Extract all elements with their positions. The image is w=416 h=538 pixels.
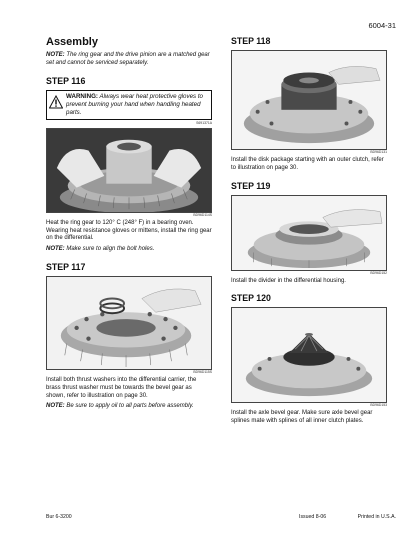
step-116-heading: STEP 116 (46, 75, 86, 86)
photo-axle-bevel-gear (231, 307, 387, 403)
note-label: NOTE: (46, 403, 65, 410)
photo-thrust-washers (46, 276, 212, 370)
step-116-note (46, 246, 212, 254)
photo-ref-119: BD96D152 (370, 270, 387, 275)
step-118-body: Install the disk package starting with an outer clutch, refer to illustration on page 30. (231, 157, 384, 171)
page-number: 6004-31 (368, 21, 396, 30)
warning-label: WARNING: (66, 92, 98, 100)
warning-text-block (66, 93, 209, 117)
step-116-body: Heat the ring gear to 120° C (248° F) in a bearing oven. Wearing heat resistance gloves or mittens, install the ring gear on the differential. (46, 219, 212, 242)
step-117-body: Install both thrust washers into the differential carrier, the brass thrust washer must be towards the bevel gear as shown, refer to illustration on page 30. (46, 376, 197, 399)
footer-issued: Issued 8-06 (299, 514, 327, 520)
warning-triangle-icon (49, 95, 63, 109)
note-label: NOTE: (46, 52, 65, 58)
note-text: Be sure to apply oil to all parts before assembly. (66, 403, 194, 410)
footer-doc-number: Bur 6-3200 (46, 514, 72, 520)
step-120-heading: STEP 120 (231, 293, 271, 304)
step-119-body: Install the divider in the differential housing. (231, 277, 346, 284)
warning-text: Always wear heat protective gloves to prevent burning your hand when handling heated parts. (66, 92, 203, 116)
note-text: Make sure to align the bolt holes. (66, 246, 155, 253)
photo-ref-117: BD96D115S (193, 369, 212, 374)
step-119-heading: STEP 119 (231, 180, 271, 191)
step-117-note (46, 403, 212, 411)
photo-divider-install (231, 195, 387, 271)
step-117-heading: STEP 117 (46, 261, 86, 272)
section-title: Assembly (46, 36, 98, 48)
photo-disk-package (231, 50, 387, 150)
photo-ref-116: BD96D114S (193, 212, 212, 217)
photo-ref-120: BD96D153 (370, 403, 387, 408)
right-column (231, 36, 387, 429)
photo-ref-118: BD96D131 (370, 150, 387, 154)
photo-ring-gear-install (46, 128, 212, 213)
note-text: The ring gear and the drive pinion are a matched gear set and cannot be serviced separately. (46, 52, 210, 66)
intro-note (46, 52, 212, 68)
step-120-body: Install the axle bevel gear. Make sure axle bevel gear splines mate with splines of all inner clutch plates. (231, 410, 373, 425)
warning-box (46, 90, 212, 120)
note-label: NOTE: (46, 246, 65, 253)
footer-printed: Printed in U.S.A. (357, 514, 396, 520)
warning-ref: S691371A (196, 120, 212, 125)
step-118-heading: STEP 118 (231, 36, 271, 46)
left-column (46, 36, 212, 414)
